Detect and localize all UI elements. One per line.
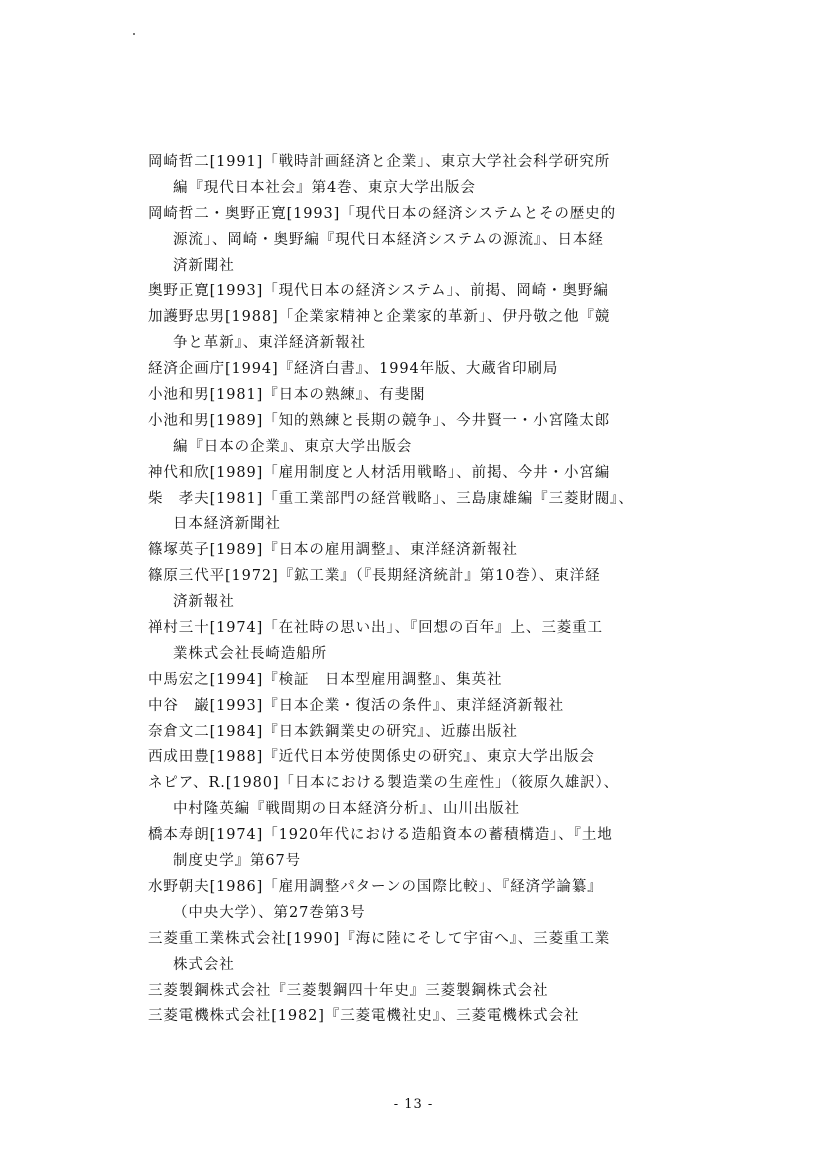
reference-line: 中谷 巌[1993]『日本企業・復活の条件』、東洋経済新報社 [148, 697, 564, 714]
reference-entry [148, 279, 728, 305]
reference-entry [148, 668, 728, 694]
reference-entry [148, 875, 728, 927]
reference-entry [148, 745, 728, 771]
reference-entry [148, 771, 728, 823]
reference-line: 柴 孝夫[1981]「重工業部門の経営戦略」、三島康雄編『三菱財閥』、 [148, 490, 634, 507]
reference-line: 三菱製鋼株式会社『三菱製鋼四十年史』三菱製鋼株式会社 [148, 982, 549, 999]
reference-line: 中馬宏之[1994]『検証 日本型雇用調整』、集英社 [148, 671, 503, 688]
reference-line: 小池和男[1989]「知的熟練と長期の競争」、今井賢一・小宮隆太郎 [148, 412, 611, 429]
reference-line: 岡崎哲二[1991]「戦時計画経済と企業」、東京大学社会科学研究所 [148, 154, 611, 170]
reference-entry [148, 823, 728, 875]
reference-continuation-line: （中央大学）、第27巻第3号 [173, 904, 366, 921]
reference-line: 三菱重工業株式会社[1990]『海に陸にそして宇宙へ』、三菱重工業 [148, 930, 611, 947]
reference-line: 加護野忠男[1988]「企業家精神と企業家的革新」、伊丹敬之他『競 [148, 309, 611, 326]
reference-entry [148, 927, 728, 979]
reference-entry [148, 150, 728, 202]
reference-entry [148, 616, 728, 668]
reference-entry [148, 383, 728, 409]
reference-continuation-line: 編『日本の企業』、東京大学出版会 [173, 438, 413, 455]
reference-line: 岡崎哲二・奥野正寛[1993]「現代日本の経済システムとその歴史的 [148, 205, 616, 222]
reference-continuation-line: 編『現代日本社会』第4巻、東京大学出版会 [173, 179, 476, 196]
reference-continuation-line: 源流」、岡崎・奥野編『現代日本経済システムの源流』、日本経 [173, 231, 604, 248]
reference-line: 水野朝夫[1986]「雇用調整パターンの国際比較」、『経済学論纂』 [148, 878, 603, 895]
reference-entry [148, 564, 728, 616]
reference-entry [148, 305, 728, 357]
reference-line: 奥野正寛[1993]「現代日本の経済システム」、前掲、岡崎・奥野編 [148, 283, 609, 300]
reference-list [148, 150, 728, 1030]
reference-entry [148, 1004, 728, 1030]
reference-continuation-line: 済新報社 [173, 594, 235, 611]
reference-entry [148, 487, 728, 539]
reference-entry [148, 409, 728, 461]
page-number: - 13 - [393, 1097, 434, 1112]
reference-continuation-line: 済新聞社 [173, 257, 235, 274]
reference-entry [148, 979, 728, 1005]
reference-line: 禅村三十[1974]「在社時の思い出」、『回想の百年』上、三菱重工 [148, 620, 603, 637]
reference-line: 篠原三代平[1972]『鉱工業』（『長期経済統計』第10巻）、東洋経 [148, 568, 601, 585]
reference-continuation-line: 制度史学』第67号 [173, 853, 302, 870]
reference-entry [148, 357, 728, 383]
reference-entry [148, 461, 728, 487]
reference-line: 三菱電機株式会社[1982]『三菱電機社史』、三菱電機株式会社 [148, 1008, 580, 1025]
reference-line: 橋本寿朗[1974]「1920年代における造船資本の蓄積構造」、『土地 [148, 827, 613, 844]
reference-continuation-line: 中村隆英編『戦間期の日本経済分析』、山川出版社 [173, 801, 520, 818]
reference-continuation-line: 日本経済新聞社 [173, 516, 281, 533]
reference-continuation-line: 業株式会社長崎造船所 [173, 645, 327, 662]
reference-continuation-line: 株式会社 [173, 956, 235, 973]
reference-entry [148, 694, 728, 720]
reference-entry [148, 538, 728, 564]
reference-line: 神代和欣[1989]「雇用制度と人材活用戦略」、前掲、今井・小宮編 [148, 464, 611, 481]
reference-line: ネピア、R.[1980]「日本における製造業の生産性」（筱原久雄訳）、 [148, 775, 620, 792]
reference-entry [148, 202, 728, 280]
reference-line: 篠塚英子[1989]『日本の雇用調整』、東洋経済新報社 [148, 542, 518, 559]
reference-line: 西成田豊[1988]『近代日本労使関係史の研究』、東京大学出版会 [148, 749, 595, 766]
reference-line: 経済企画庁[1994]『経済白書』、1994年版、大蔵省印刷局 [148, 361, 559, 378]
reference-entry [148, 720, 728, 746]
scan-speck [133, 33, 135, 35]
reference-line: 奈倉文二[1984]『日本鉄鋼業史の研究』、近藤出版社 [148, 723, 518, 740]
reference-continuation-line: 争と革新』、東洋経済新報社 [173, 335, 366, 352]
reference-line: 小池和男[1981]『日本の熟練』、有斐閣 [148, 387, 426, 404]
